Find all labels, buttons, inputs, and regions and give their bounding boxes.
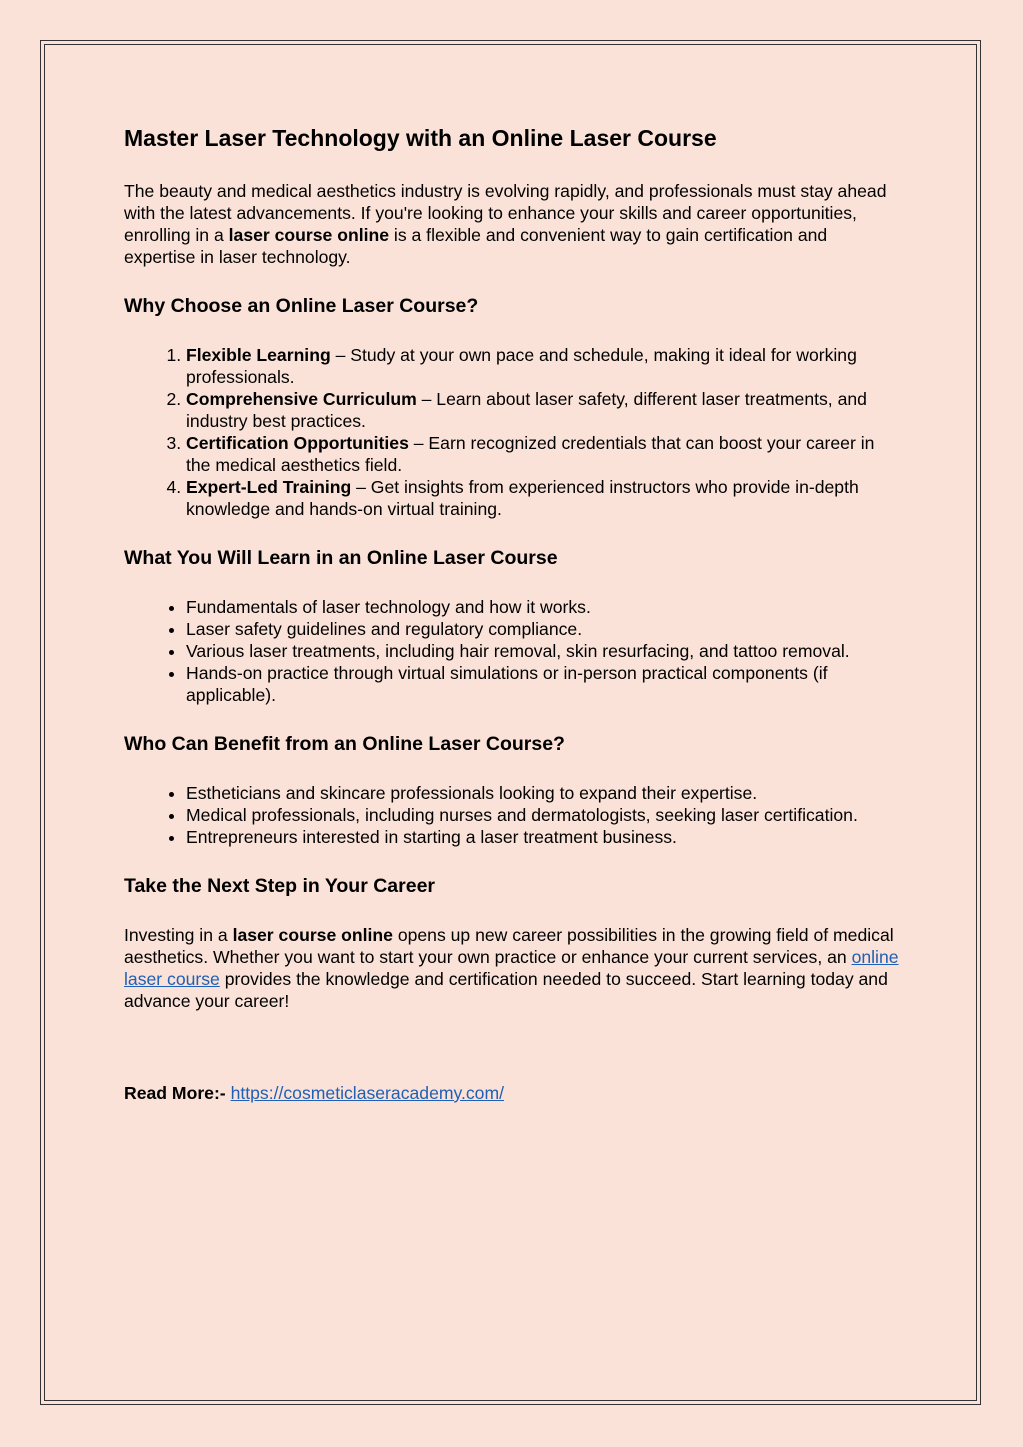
benefit-list: [124, 782, 899, 848]
list-item: 1. Flexible Learning – Study at your own pace and schedule, making it ideal for working professionals.: [186, 344, 899, 388]
next-step-heading: Take the Next Step in Your Career: [124, 875, 436, 897]
next-step-paragraph: Investing in a laser course online opens up new career possibilities in the growing field of medical aesthetics. Whether you want to start your own practice or enhance your current services, an online laser course provides the knowledge and certification needed to succeed. Start learning today and advance your career!: [124, 925, 899, 1011]
list-item: • Laser safety guidelines and regulatory compliance.: [186, 618, 899, 640]
read-more-link[interactable]: https://cosmeticlaseracademy.com/: [230, 1083, 505, 1103]
list-item: • Hands-on practice through virtual simulations or in-person practical components (if applicable).: [186, 662, 899, 706]
read-more-label: Read More:-: [124, 1083, 231, 1103]
list-item: 4. Expert-Led Training – Get insights from experienced instructors who provide in-depth knowledge and hands-on virtual training.: [186, 476, 899, 520]
why-heading: Why Choose an Online Laser Course?: [124, 295, 479, 317]
list-item: 3. Certification Opportunities – Earn recognized credentials that can boost your career in the medical aesthetics field.: [186, 432, 899, 476]
next-keyword: laser course online: [232, 925, 393, 945]
document-body: [124, 123, 899, 1129]
list-item: 2. Comprehensive Curriculum – Learn about laser safety, different laser treatments, and industry best practices.: [186, 388, 899, 432]
intro-paragraph: The beauty and medical aesthetics industry is evolving rapidly, and professionals must stay ahead with the latest advancements. If you're looking to enhance your skills and career opportunities, enrolling in a laser course online is a flexible and convenient way to gain certification and expertise in laser technology.: [124, 181, 887, 267]
list-item: • Entrepreneurs interested in starting a laser treatment business.: [186, 826, 899, 848]
list-item: • Fundamentals of laser technology and how it works.: [186, 596, 899, 618]
list-item: • Various laser treatments, including hair removal, skin resurfacing, and tattoo removal.: [186, 640, 899, 662]
page-title: Master Laser Technology with an Online Laser Course: [124, 125, 717, 151]
list-item: • Medical professionals, including nurses and dermatologists, seeking laser certification.: [186, 804, 899, 826]
learn-heading: What You Will Learn in an Online Laser Course: [124, 547, 558, 569]
benefit-heading: Who Can Benefit from an Online Laser Course?: [124, 733, 565, 755]
why-list: [124, 344, 899, 520]
spacer: [124, 1037, 899, 1082]
list-item: • Estheticians and skincare professionals looking to expand their expertise.: [186, 782, 899, 804]
online-laser-course-link[interactable]: online laser course: [124, 947, 899, 989]
read-more-line: [124, 1082, 899, 1104]
intro-keyword: laser course online: [228, 225, 390, 245]
learn-list: [124, 596, 899, 706]
